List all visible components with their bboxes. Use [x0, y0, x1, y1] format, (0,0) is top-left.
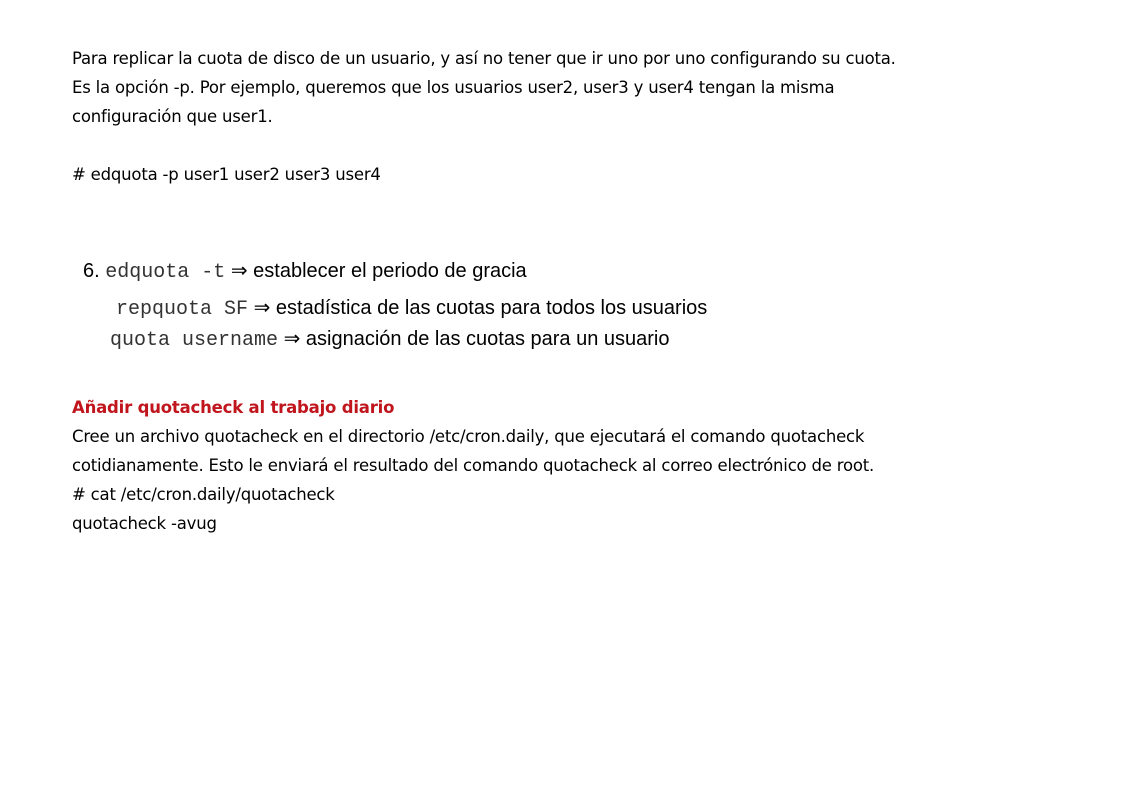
implies-arrow-icon: ⇒ [230, 260, 248, 282]
command-description: asignación de las cuotas para un usuario [305, 328, 670, 350]
command-code: quota username [110, 329, 279, 352]
section-command-quotacheck: quotacheck -avug [72, 514, 217, 533]
section-line-1: Cree un archivo quotacheck en el directorio /etc/cron.daily, que ejecutará el comando quotacheck [72, 427, 865, 446]
section-command-cat: # cat /etc/cron.daily/quotacheck [72, 485, 335, 504]
quotacheck-section [72, 393, 1092, 538]
edquota-copy-command: # edquota -p user1 user2 user3 user4 [72, 165, 381, 184]
command-description: establecer el periodo de gracia [253, 260, 527, 282]
intro-line-2: Es la opción -p. Por ejemplo, queremos que los usuarios user2, user3 y user4 tengan la misma [72, 78, 835, 97]
implies-arrow-icon: ⇒ [253, 297, 271, 319]
command-item-repquota [116, 294, 707, 324]
command-code: edquota -t [105, 261, 226, 284]
command-description: estadística de las cuotas para todos los usuarios [275, 297, 708, 319]
intro-line-1: Para replicar la cuota de disco de un usuario, y así no tener que ir uno por uno configurando su cuota. [72, 49, 896, 68]
section-heading: Añadir quotacheck al trabajo diario [72, 398, 395, 417]
command-code: repquota SF [116, 298, 249, 321]
implies-arrow-icon: ⇒ [283, 328, 301, 350]
intro-line-3: configuración que user1. [72, 107, 273, 126]
command-item-edquota [83, 257, 527, 287]
intro-paragraph [72, 44, 1092, 131]
command-number: 6. [83, 260, 100, 282]
section-line-2: cotidianamente. Esto le enviará el resultado del comando quotacheck al correo electrónico de root. [72, 456, 875, 475]
command-item-quota [110, 325, 670, 355]
